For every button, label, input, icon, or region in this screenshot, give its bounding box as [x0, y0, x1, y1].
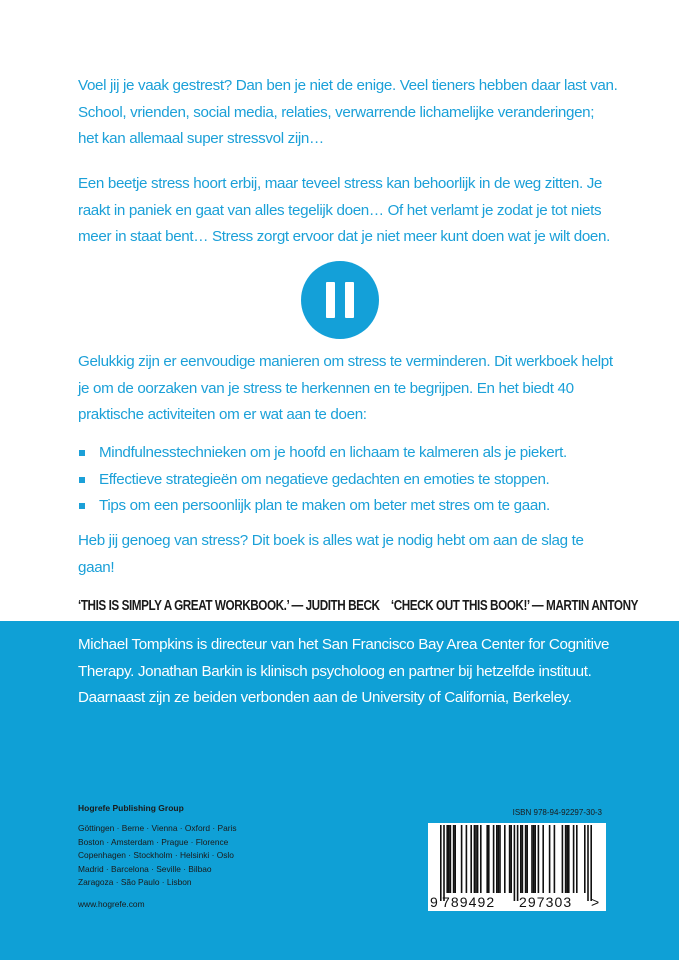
- barcode-bar: [474, 825, 476, 893]
- list-item: [78, 440, 638, 467]
- pause-bar-right: [345, 282, 354, 318]
- barcode-bar: [461, 825, 463, 893]
- barcode-bar: [542, 825, 544, 893]
- barcode-bar: [525, 825, 527, 893]
- barcode-bar: [533, 825, 535, 893]
- barcode-bar: [522, 825, 524, 893]
- barcode-bar: [450, 825, 452, 893]
- barcode-bar: [454, 825, 456, 893]
- publisher-cities-line: Boston · Amsterdam · Prague · Florence: [78, 836, 229, 847]
- author-bio: Michael Tompkins is directeur van het San Francisco Bay Area Center for Cognitive Therapy. Jonathan Barkin is klinisch psycholoog en partner bij hetzelfde instituut. Daarnaast zijn ze beiden verbonden aan de University of California, Berkeley.: [78, 636, 610, 706]
- publisher-cities-line: Copenhagen · Stockholm · Helsinki · Oslo: [78, 850, 234, 861]
- barcode-bar: [470, 825, 472, 893]
- barcode-end-mark: >: [591, 894, 600, 910]
- barcode-bar: [498, 825, 500, 893]
- intro-paragraph-1: Voel jij je vaak gestrest? Dan ben je niet de enige. Veel tieners hebben daar last van. School, vrienden, social media, relaties, verwarrende lichamelijke veranderingen; het kan allemaal super stressvol zijn…: [78, 77, 618, 147]
- bullet-square-icon: [79, 477, 85, 483]
- list-item-text: Effectieve strategieën om negatieve gedachten en emoties te stoppen.: [99, 470, 550, 488]
- list-item: [78, 493, 638, 520]
- barcode-bar: [475, 825, 477, 893]
- endorsement-quotes: [78, 593, 639, 619]
- publisher-name: Hogrefe Publishing Group: [78, 803, 184, 813]
- barcode-bar: [534, 825, 536, 893]
- barcode-bar: [496, 825, 498, 893]
- closing-paragraph: Heb jij genoeg van stress? Dit boek is alles wat je nodig hebt om aan de slag te gaan!: [78, 532, 584, 576]
- barcode-bar: [480, 825, 482, 893]
- barcode-bar: [568, 825, 570, 893]
- quote-martin-antony: ‘CHECK OUT THIS BOOK!’ — MARTIN ANTONY: [390, 598, 639, 614]
- barcode-bar: [510, 825, 512, 893]
- barcode-bar: [514, 825, 516, 901]
- barcode-bar: [584, 825, 586, 893]
- bullet-square-icon: [79, 450, 85, 456]
- barcode-bar: [565, 825, 567, 893]
- barcode-bar: [526, 825, 528, 893]
- bullet-square-icon: [79, 503, 85, 509]
- barcode-bar: [531, 825, 533, 893]
- publisher-website: www.hogrefe.com: [78, 898, 145, 909]
- barcode-bar: [587, 825, 589, 901]
- list-item-text: Mindfulnesstechnieken om je hoofd en lichaam te kalmeren als je piekert.: [99, 444, 567, 461]
- barcode-first-digit: 9: [430, 894, 438, 910]
- barcode-bar: [466, 825, 468, 893]
- pause-bar-left: [326, 282, 335, 318]
- pause-icon: [301, 261, 379, 339]
- barcode-bar: [453, 825, 455, 893]
- barcode-bar: [493, 825, 495, 893]
- barcode-bar: [517, 825, 519, 901]
- barcode-bar: [554, 825, 556, 893]
- quote-judith-beck: ‘THIS IS SIMPLY A GREAT WORKBOOK.’ — JUDITH BECK: [78, 598, 380, 614]
- barcode-left-digits: 789492: [442, 894, 496, 910]
- barcode-bar: [520, 825, 522, 893]
- publisher-info: [78, 803, 278, 909]
- barcode-bar: [504, 825, 506, 893]
- solution-paragraph: Gelukkig zijn er eenvoudige manieren om stress te verminderen. Dit werkboek helpt je om de oorzaken van je stress te herkennen en te begrijpen. En het biedt 40 praktische activiteiten om er wat aan te doen:: [78, 353, 613, 423]
- barcode-bar: [566, 825, 568, 893]
- barcode-bar: [573, 825, 575, 893]
- list-item: [78, 467, 638, 494]
- barcode-bar: [509, 825, 511, 893]
- barcode-bar: [488, 825, 490, 893]
- list-item-text: Tips om een persoonlijk plan te maken om beter met stres om te gaan.: [99, 497, 550, 514]
- barcode-bar: [538, 825, 540, 893]
- barcode-numbers: [428, 894, 606, 911]
- publisher-cities-line: Göttingen · Berne · Vienna · Oxford · Paris: [78, 823, 237, 833]
- publisher-cities-line: Madrid · Barcelona · Seville · Bilbao: [78, 863, 212, 874]
- isbn-label: ISBN 978-94-92297-30-3: [512, 808, 602, 817]
- barcode-bar: [486, 825, 488, 893]
- barcode-bar: [499, 825, 501, 893]
- barcode-bar: [590, 825, 592, 901]
- barcode-right-digits: 297303: [519, 894, 573, 910]
- barcode-bar: [562, 825, 564, 893]
- barcode-bar: [549, 825, 551, 893]
- intro-paragraph-2: Een beetje stress hoort erbij, maar teveel stress kan behoorlijk in de weg zitten. Je raakt in paniek en gaat van alles tegelijk doen… Of het verlamt je zodat je tot niets meer in staat bent… Stress zorgt ervoor dat je niet meer kunt doen wat je wilt doen.: [78, 175, 610, 245]
- feature-list: [78, 440, 638, 520]
- barcode-bar: [448, 825, 450, 893]
- barcode-bar: [443, 825, 445, 901]
- publisher-cities-line: Zaragoza · São Paulo · Lisbon: [78, 877, 192, 888]
- barcode-bar: [446, 825, 448, 893]
- barcode-bar: [576, 825, 578, 893]
- barcode-bar: [477, 825, 479, 893]
- barcode-bar: [440, 825, 442, 901]
- barcode: [428, 823, 606, 911]
